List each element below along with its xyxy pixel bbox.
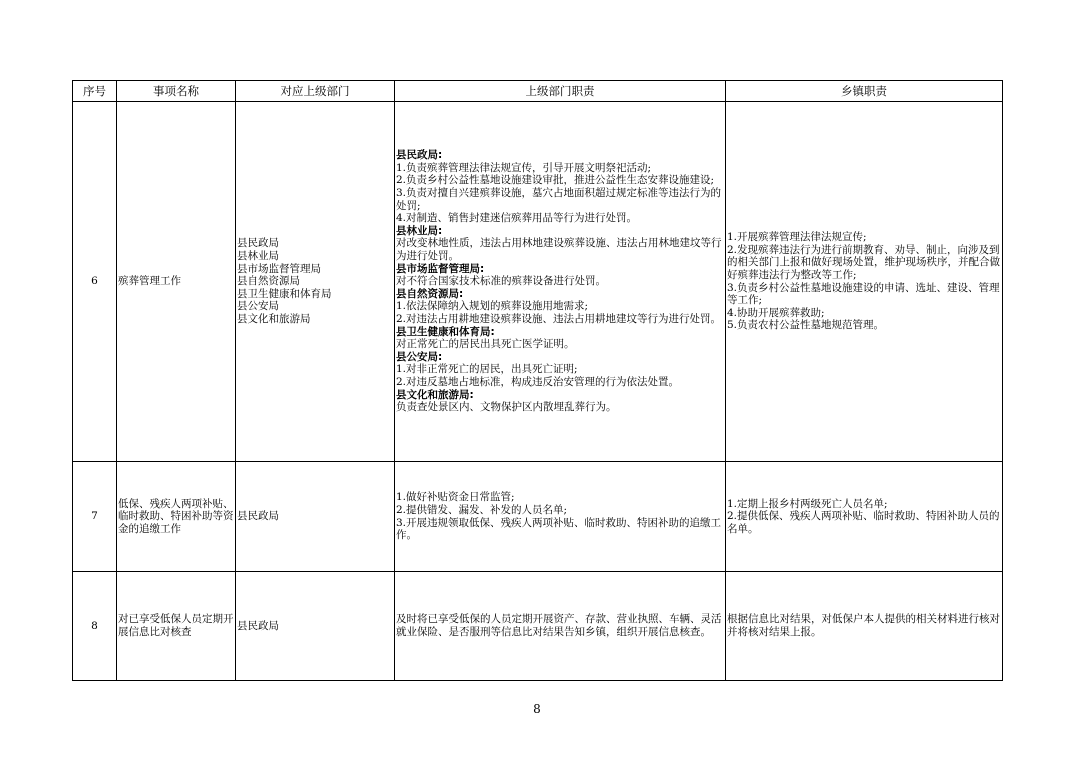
row-number: 8	[73, 572, 117, 681]
row-number: 6	[73, 102, 117, 462]
town-duties-cell	[726, 102, 1003, 462]
duty-item: 1.依法保障纳入规划的殡葬设施用地需求;	[396, 300, 589, 313]
upper-duties-cell	[395, 572, 726, 681]
header-upper-department: 对应上级部门	[236, 81, 395, 102]
duty-item: 2.对违法占用耕地建设殡葬设施、违法占用耕地建坟等行为进行处罚。	[396, 312, 722, 325]
town-duty-item: 2.提供低保、残疾人两项补贴、临时救助、特困补助人员的名单。	[727, 510, 1000, 535]
duty-item: 3.开展违规领取低保、残疾人两项补贴、临时救助、特困补助的追缴工作。	[396, 516, 722, 542]
upper-duties-cell	[395, 462, 726, 572]
town-duty-item: 2.发现殡葬违法行为进行前期教育、劝导、制止，向涉及到的相关部门上报和做好现场处置，维护现场秩序，并配合做好殡葬违法行为整改等工作;	[727, 243, 1000, 281]
duty-heading: 县公安局:	[396, 350, 443, 363]
departments-cell	[236, 102, 395, 462]
town-duty-item: 根据信息比对结果，对低保户本人提供的相关材料进行核对并将核对结果上报。	[727, 613, 1000, 638]
duty-item: 对不符合国家技术标准的殡葬设备进行处罚。	[396, 275, 606, 288]
header-upper-duties: 上级部门职责	[395, 81, 726, 102]
duty-heading: 县自然资源局:	[396, 287, 464, 300]
table-row	[73, 572, 1003, 681]
department: 县文化和旅游局	[237, 312, 311, 325]
header-town-duties: 乡镇职责	[726, 81, 1003, 102]
department: 县市场监督管理局	[237, 262, 321, 275]
town-duties-cell	[726, 462, 1003, 572]
town-duty-item: 4.协助开展殡葬救助;	[727, 306, 825, 319]
town-duty-item: 3.负责乡村公益性墓地设施建设的申请、选址、建设、管理等工作;	[727, 281, 1000, 307]
duty-item: 及时将已享受低保的人员定期开展资产、存款、营业执照、车辆、灵活就业保险、是否服刑等信息比对结果告知乡镇，组织开展信息核查。	[396, 613, 722, 638]
duty-item: 2.提供错发、漏发、补发的人员名单;	[396, 503, 568, 516]
duty-heading: 县卫生健康和体育局:	[396, 325, 495, 338]
duty-item: 3.负责对擅自兴建殡葬设施，墓穴占地面积超过规定标准等违法行为的处罚;	[396, 187, 722, 212]
page-number: 8	[533, 702, 541, 716]
town-duty-item: 1.定期上报乡村两级死亡人员名单;	[727, 497, 888, 510]
town-duty-item: 1.开展殡葬管理法律法规宣传;	[727, 231, 867, 244]
duty-item: 对正常死亡的居民出具死亡医学证明。	[396, 338, 575, 351]
duties-table	[72, 80, 1003, 681]
department: 县卫生健康和体育局	[237, 287, 332, 300]
department: 县自然资源局	[237, 275, 300, 288]
duty-item: 1.做好补贴资金日常监管;	[396, 491, 515, 504]
row-number: 7	[73, 462, 117, 572]
department: 县民政局	[237, 619, 279, 632]
department: 县公安局	[237, 300, 279, 313]
duty-heading: 县林业局:	[396, 224, 443, 237]
duty-item: 4.对制造、销售封建迷信殡葬用品等行为进行处罚。	[396, 212, 638, 225]
department: 县林业局	[237, 250, 279, 263]
town-duty-item: 5.负责农村公益性墓地规范管理。	[727, 319, 885, 332]
header-item-name: 事项名称	[117, 81, 236, 102]
item-name: 对已享受低保人员定期开展信息比对核查	[117, 572, 236, 681]
table-row	[73, 102, 1003, 462]
departments-cell	[236, 572, 395, 681]
upper-duties-cell	[395, 102, 726, 462]
town-duties-cell	[726, 572, 1003, 681]
item-name: 低保、残疾人两项补贴、临时救助、特困补助等资金的追缴工作	[117, 462, 236, 572]
duty-item: 1.负责殡葬管理法律法规宣传，引导开展文明祭祀活动;	[396, 161, 652, 174]
duty-item: 1.对非正常死亡的居民，出具死亡证明;	[396, 363, 578, 376]
duty-heading: 县文化和旅游局:	[396, 388, 474, 401]
duty-item: 2.对违反墓地占地标准，构成违反治安管理的行为依法处置。	[396, 375, 680, 388]
duty-item: 2.负责乡村公益性墓地设施建设审批，推进公益性生态安葬设施建设;	[396, 174, 715, 187]
duty-item: 对改变林地性质，违法占用林地建设殡葬设施、违法占用林地建坟等行为进行处罚。	[396, 237, 722, 263]
department: 县民政局	[237, 237, 279, 250]
table-row	[73, 462, 1003, 572]
duty-item: 负责查处景区内、文物保护区内散埋乱葬行为。	[396, 401, 617, 414]
duty-heading: 县市场监督管理局:	[396, 262, 485, 275]
departments-cell	[236, 462, 395, 572]
table-header-row	[73, 81, 1003, 102]
header-no: 序号	[73, 81, 117, 102]
duty-heading: 县民政局:	[396, 149, 443, 162]
department: 县民政局	[237, 510, 279, 523]
item-name: 殡葬管理工作	[117, 102, 236, 462]
